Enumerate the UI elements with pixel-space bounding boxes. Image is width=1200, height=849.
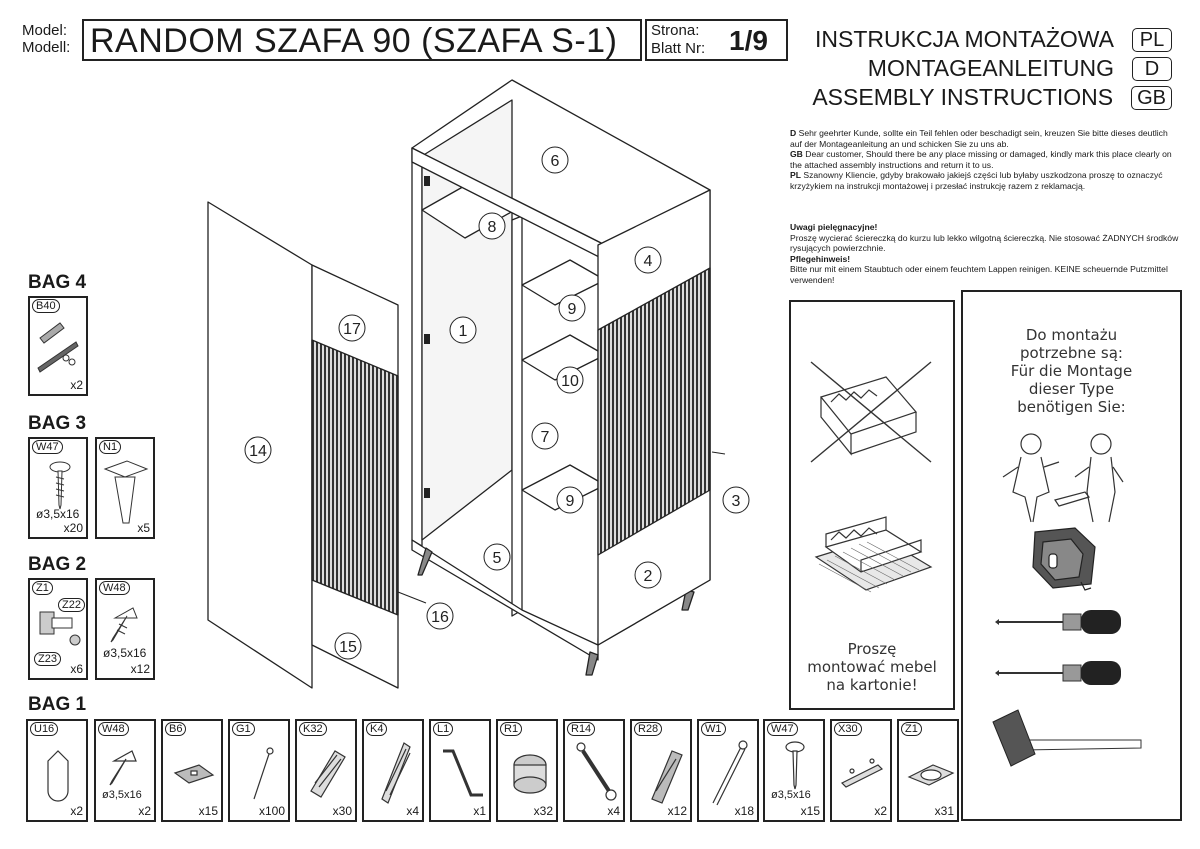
wardrobe-exploded-drawing xyxy=(200,70,780,690)
part-dimension: ø3,5x16 xyxy=(103,646,147,660)
model-label-de: Modell: xyxy=(22,39,71,56)
panel-label xyxy=(245,437,271,463)
part-quantity: x32 xyxy=(533,804,553,818)
part-quantity: x4 xyxy=(607,804,620,818)
part-quantity: x18 xyxy=(734,804,754,818)
panel-number: 16 xyxy=(431,609,449,626)
two-people-icon xyxy=(1003,434,1123,522)
language-row-pl xyxy=(815,26,1172,53)
note-text-gb: Dear customer, Should there be any place missing or damaged, kindly mark this place clearly on the attached assembly instructions and return it to us. xyxy=(790,149,1172,170)
panel-label xyxy=(484,544,510,570)
panel-number: 1 xyxy=(458,323,468,340)
note-code: GB xyxy=(790,149,803,160)
part-quantity: x2 xyxy=(874,804,887,818)
panel-number: 9 xyxy=(567,301,577,318)
tools-note-line: potrzebne są: xyxy=(1020,344,1123,362)
model-label-pl: Model: xyxy=(22,22,68,39)
carton-note-line: montować mebel xyxy=(807,658,937,676)
part-n1 xyxy=(95,437,155,539)
panel-label xyxy=(532,423,558,449)
part-quantity: x15 xyxy=(198,804,218,818)
part-code: B6 xyxy=(165,722,186,736)
part-code: Z22 xyxy=(58,598,85,612)
language-title: INSTRUKCJA MONTAŻOWA xyxy=(815,26,1114,52)
panel-label xyxy=(450,317,476,343)
part-quantity: x30 xyxy=(332,804,352,818)
panel-number: 10 xyxy=(561,373,579,390)
part-quantity: x31 xyxy=(934,804,954,818)
note-text-de: Sehr geehrter Kunde, sollte ein Teil fehlen oder beschadigt sein, kreuzen Sie bitte dieses deutlich auf der Montageanleitung an und schicken Sie zu uns ab. xyxy=(790,128,1168,149)
document-title: RANDOM SZAFA 90 (SZAFA S-1) xyxy=(90,22,618,60)
panel-label xyxy=(557,367,583,393)
tools-note-line: benötigen Sie: xyxy=(1017,398,1126,416)
part-quantity: x15 xyxy=(800,804,820,818)
panel-number: 5 xyxy=(492,550,502,567)
panel-number: 4 xyxy=(643,253,653,270)
part-z1-hinge xyxy=(28,578,88,680)
bag-2-title: BAG 2 xyxy=(28,554,87,575)
panel-number: 14 xyxy=(249,443,267,460)
part-code: W48 xyxy=(99,581,130,595)
part-z1 xyxy=(897,719,959,822)
part-quantity: x6 xyxy=(70,662,83,676)
panel-number: 2 xyxy=(643,568,653,585)
panel-label xyxy=(635,247,661,273)
carton-note-line: na kartonie! xyxy=(826,676,918,694)
panel-number: 17 xyxy=(343,321,361,338)
page-label-pl: Strona: xyxy=(651,22,700,39)
care-text-de: Bitte nur mit einem Staubtuch oder einem feuchtem Lappen reinigen. KEINE scheuernde Putzmittel verwenden! xyxy=(790,264,1168,285)
panel-label xyxy=(723,487,749,513)
care-text-pl: Proszę wycierać ściereczką do kurzu lub lekko wilgotną ściereczką. Nie stosować ŻADNYCH środków rysujących powierzchnie. xyxy=(790,232,1179,254)
panel-label xyxy=(335,633,361,659)
part-code: U16 xyxy=(30,722,58,736)
missing-parts-notes xyxy=(790,128,1182,192)
panel-number: 7 xyxy=(540,429,550,446)
part-k32 xyxy=(295,719,357,822)
part-quantity: x12 xyxy=(130,662,150,676)
language-code-badge: D xyxy=(1132,57,1172,81)
part-w1 xyxy=(697,719,759,822)
language-code-badge: GB xyxy=(1131,86,1172,110)
language-row-gb xyxy=(812,84,1172,111)
part-code: N1 xyxy=(99,440,121,454)
part-code: W47 xyxy=(32,440,63,454)
part-k4 xyxy=(362,719,424,822)
part-quantity: x12 xyxy=(667,804,687,818)
note-text-pl: Szanowny Kliencie, gdyby brakowało jakiejś części lub byłaby uszkodzona proszę to oznaczyć krzyżykiem na instrukcji montażowej i przesłać instrukcję razem z reklamacją. xyxy=(790,170,1163,191)
part-quantity: x1 xyxy=(473,804,486,818)
part-quantity: x4 xyxy=(406,804,419,818)
model-label xyxy=(22,22,70,56)
panel-number: 3 xyxy=(731,493,741,510)
part-quantity: x2 xyxy=(138,804,151,818)
part-r28 xyxy=(630,719,692,822)
language-code-badge: PL xyxy=(1132,28,1172,52)
panel-label xyxy=(559,295,585,321)
carton-advice-box xyxy=(789,300,955,710)
part-x30 xyxy=(830,719,892,822)
language-row-de xyxy=(868,55,1172,82)
tools-note-line: Do montażu xyxy=(1025,326,1118,344)
panel-label xyxy=(542,147,568,173)
title-box xyxy=(82,19,642,61)
note-code: PL xyxy=(790,170,801,181)
care-title-pl: Uwagi pielęgnacyjne! xyxy=(790,222,878,232)
part-code: R28 xyxy=(634,722,662,736)
part-dimension: ø3,5x16 xyxy=(36,507,80,521)
part-code: K4 xyxy=(366,722,387,736)
part-quantity: x20 xyxy=(63,521,83,535)
note-code: D xyxy=(790,128,797,138)
part-r1 xyxy=(496,719,558,822)
part-u16 xyxy=(26,719,88,822)
part-w47 xyxy=(763,719,825,822)
part-code: L1 xyxy=(433,722,453,736)
care-instructions xyxy=(790,222,1182,286)
cross-screwdriver-icon xyxy=(995,661,1121,685)
care-title-de: Pflegehinweis! xyxy=(790,253,851,264)
tools-note-line: dieser Type xyxy=(1028,380,1115,398)
part-dimension: ø3,5x16 xyxy=(102,789,142,801)
panel-number: 8 xyxy=(487,219,497,236)
panel-label xyxy=(479,213,505,239)
part-quantity: x100 xyxy=(258,804,285,818)
part-g1 xyxy=(228,719,290,822)
part-r14 xyxy=(563,719,625,822)
language-title: ASSEMBLY INSTRUCTIONS xyxy=(812,84,1114,110)
panel-label xyxy=(635,562,661,588)
part-code: K32 xyxy=(299,722,327,736)
language-title: MONTAGEANLEITUNG xyxy=(867,55,1114,81)
part-code: G1 xyxy=(232,722,255,736)
panel-number: 6 xyxy=(550,153,560,170)
part-l1 xyxy=(429,719,491,822)
carton-note-line: Proszę xyxy=(847,640,897,658)
bag-4-title: BAG 4 xyxy=(28,272,87,293)
tape-measure-icon xyxy=(1033,528,1095,590)
part-w48 xyxy=(95,578,155,680)
part-code: W48 xyxy=(98,722,129,736)
part-code: X30 xyxy=(834,722,862,736)
part-code: W1 xyxy=(701,722,726,736)
part-quantity: x5 xyxy=(137,521,150,535)
part-code: Z1 xyxy=(32,581,53,595)
tools-box xyxy=(961,290,1182,821)
carton-note xyxy=(791,640,953,694)
part-code: B40 xyxy=(32,299,60,313)
bag-1-title: BAG 1 xyxy=(28,694,87,715)
part-quantity: x2 xyxy=(70,378,83,392)
panel-label xyxy=(339,315,365,341)
bag-3-title: BAG 3 xyxy=(28,413,87,434)
part-dimension: ø3,5x16 xyxy=(771,789,811,801)
part-code: Z1 xyxy=(901,722,922,736)
part-b6 xyxy=(161,719,223,822)
panel-number: 15 xyxy=(339,639,357,656)
part-code: W47 xyxy=(767,722,798,736)
part-w47 xyxy=(28,437,88,539)
page-label-de: Blatt Nr: xyxy=(651,40,706,57)
tools-note-line: Für die Montage xyxy=(1010,362,1133,380)
part-code: Z23 xyxy=(34,652,61,666)
panel-label xyxy=(427,603,453,629)
tools-illustration xyxy=(963,292,1180,819)
flat-screwdriver-icon xyxy=(995,610,1121,634)
part-b40 xyxy=(28,296,88,396)
panel-label xyxy=(557,487,583,513)
panel-number: 9 xyxy=(565,493,575,510)
hammer-icon xyxy=(993,710,1141,766)
part-code: R1 xyxy=(500,722,522,736)
page-number-box xyxy=(645,19,788,61)
part-w48 xyxy=(94,719,156,822)
page-number: 1/9 xyxy=(729,25,768,56)
part-code: R14 xyxy=(567,722,595,736)
page-label xyxy=(651,22,705,58)
part-quantity: x2 xyxy=(70,804,83,818)
